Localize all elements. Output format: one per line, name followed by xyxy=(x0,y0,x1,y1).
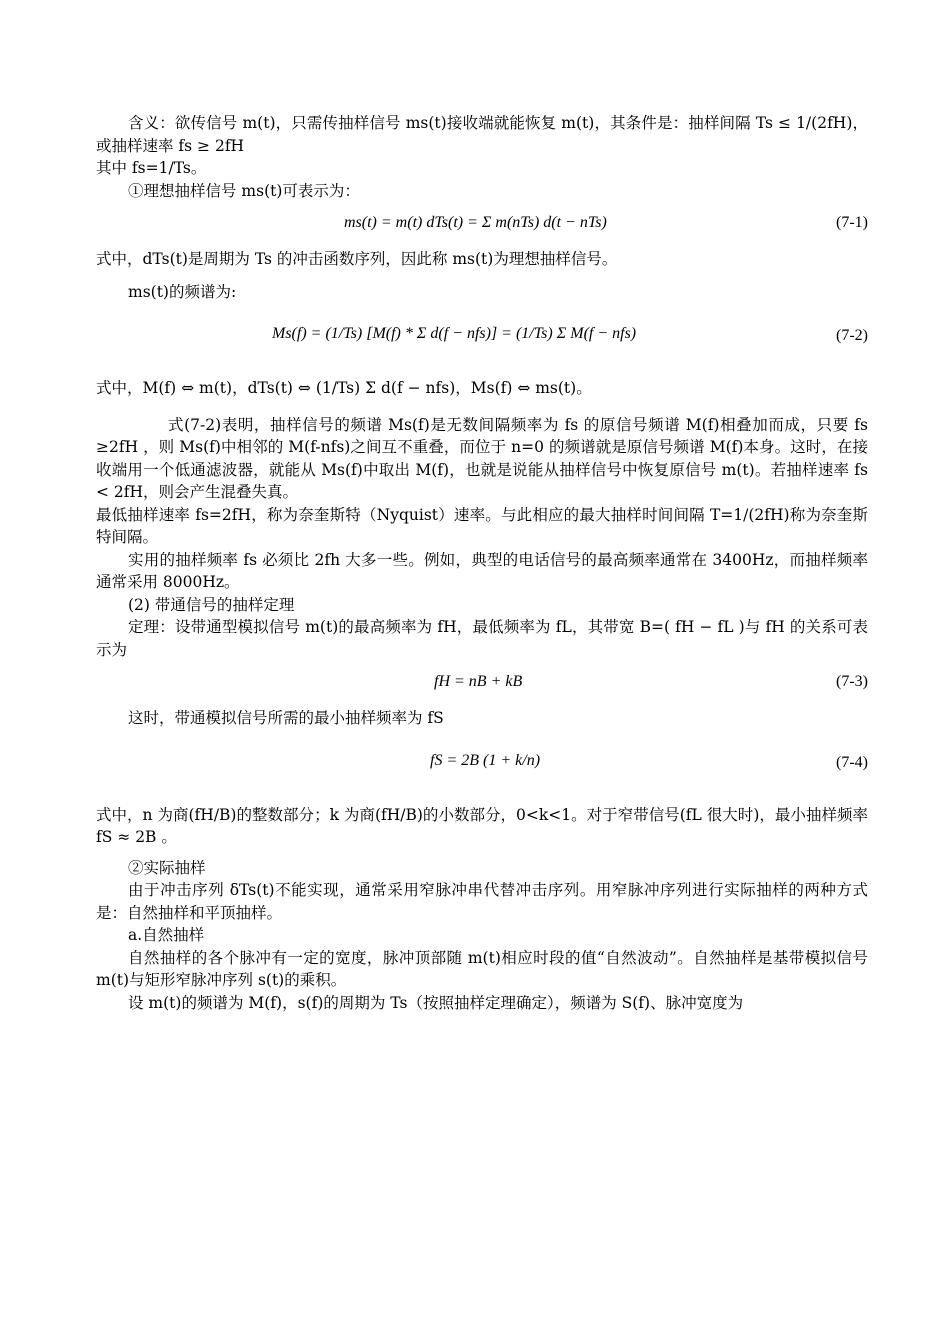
paragraph-spectrum-explanation: 式(7-2)表明，抽样信号的频谱 Ms(f)是无数间隔频率为 fs 的原信号频谱 M(f)相叠加而成，只要 fs ≥2fH ，则 Ms(f)中相邻的 M(f-nfs)之间互不重叠，而位于 n=0 的频谱就是原信号频谱 M(f)本身。这时，在接收端用一个低通滤波器，就能从 Ms(f)中取出 M(f)，也就是说能从抽样信号中恢复原信号 m(t)。若抽样速率 fs < 2fH，则会产生混叠失真。 xyxy=(96,415,868,501)
paragraph-practical-rate: 实用的抽样频率 fs 必须比 2fh 大多一些。例如，典型的电话信号的最高频率通常在 3400Hz，而抽样频率通常采用 8000Hz。 xyxy=(96,550,868,591)
equation-7-4 xyxy=(96,736,868,798)
paragraph-spectrum-intro: ms(t)的频谱为: xyxy=(128,282,237,301)
paragraph-ideal-sampling: ①理想抽样信号 ms(t)可表示为： xyxy=(128,181,360,200)
paragraph-nyquist: 最低抽样速率 fs=2fH，称为奈奎斯特（Nyquist）速率。与此相应的最大抽样时间间隔 T=1/(2fH)称为奈奎斯特间隔。 xyxy=(96,505,868,546)
equation-7-4-body: fS = 2B (1 + k/n) xyxy=(430,751,541,769)
paragraph-n-k-definition: 式中，n 为商(fH/B)的整数部分；k 为商(fH/B)的小数部分，0<k<1。对于窄带信号(fL 很大时)，最小抽样频率 fS ≈ 2B 。 xyxy=(96,805,868,846)
paragraph-spectrum-setup: 设 m(t)的频谱为 M(f)，s(f)的周期为 Ts（按照抽样定理确定），频谱为 S(f)、脉冲宽度为 xyxy=(128,993,744,1012)
equation-7-1 xyxy=(96,208,868,242)
equation-7-2-body: Ms(f) = (1/Ts) [M(f) * Σ d(f − nfs)] = (1/Ts) Σ M(f − nfs) xyxy=(272,325,637,342)
equation-7-1-number: (7-1) xyxy=(836,214,868,231)
paragraph-actual-sampling: 由于冲击序列 δTs(t)不能实现，通常采用窄脉冲串代替冲击序列。用窄脉冲序列进行实际抽样的两种方式是：自然抽样和平顶抽样。 xyxy=(96,881,868,922)
heading-natural-sampling: a.自然抽样 xyxy=(128,926,205,944)
equation-7-1-body: ms(t) = m(t) dTs(t) = Σ m(nTs) d(t − nTs) xyxy=(344,214,607,231)
paragraph-transform-pairs: 式中，M(f) ⇔ m(t)，dTs(t) ⇔ (1/Ts) Σ d(f − nfs)，Ms(f) ⇔ ms(t)。 xyxy=(96,379,592,397)
paragraph-min-rate-intro: 这时，带通模拟信号所需的最小抽样频率为 fS xyxy=(128,709,444,727)
paragraph-impulse-train: 式中，dTs(t)是周期为 Ts 的冲击函数序列，因此称 ms(t)为理想抽样信号。 xyxy=(96,250,618,268)
paragraph-sampling-condition: 含义：欲传信号 m(t)，只需传抽样信号 ms(t)接收端就能恢复 m(t)，其条件是：抽样间隔 Ts ≤ 1/(2fH)，或抽样速率 fs ≥ 2fH xyxy=(96,114,868,155)
document-page xyxy=(96,112,868,1014)
equation-7-3 xyxy=(96,667,868,701)
paragraph-natural-sampling: 自然抽样的各个脉冲有一定的宽度，脉冲顶部随 m(t)相应时段的值“自然波动”。自然抽样是基带模拟信号 m(t)与矩形窄脉冲序列 s(t)的乘积。 xyxy=(96,948,868,989)
equation-7-2 xyxy=(96,309,868,371)
equation-7-2-number: (7-2) xyxy=(836,327,868,344)
heading-actual-sampling: ②实际抽样 xyxy=(128,858,206,877)
equation-7-4-number: (7-4) xyxy=(836,753,868,771)
equation-7-3-body: fH = nB + kB xyxy=(434,673,523,690)
equation-7-3-number: (7-3) xyxy=(836,673,868,690)
paragraph-fs-definition: 其中 fs=1/Ts。 xyxy=(96,159,207,177)
paragraph-bandpass-theorem: 定理：设带通型模拟信号 m(t)的最高频率为 fH，最低频率为 fL，其带宽 B=( fH − fL )与 fH 的关系可表示为 xyxy=(96,618,868,659)
heading-bandpass-theorem: (2) 带通信号的抽样定理 xyxy=(128,595,295,614)
